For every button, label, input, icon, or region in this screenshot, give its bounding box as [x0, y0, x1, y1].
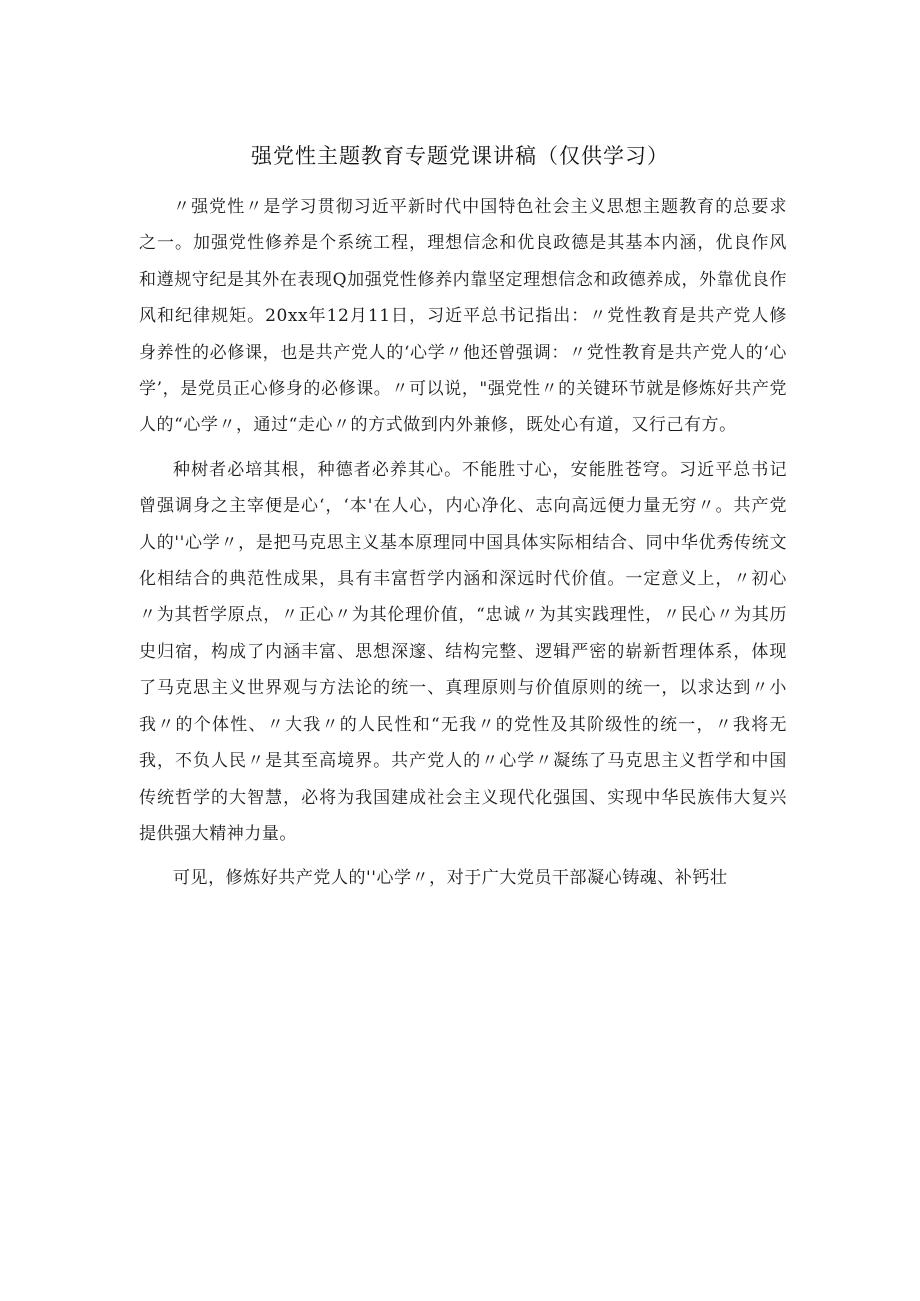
paragraph-1: 〃强党性〃是学习贯彻习近平新时代中国特色社会主义思想主题教育的总要求之一。加强党性修养是个系统工程，理想信念和优良政德是其基本内涵，优良作风和遵规守纪是其外在表现Q加强党性修养内靠坚定理想信念和政德养成，外靠优良作风和纪律规矩。20xx年12月11日，习近平总书记指出：〃党性教育是共产党人修身养性的必修课，也是共产党人的‘心学〃他还曾强调：〃党性教育是共产党人的‘心学’，是党员正心修身的必修课。〃可以说，"强党性〃的关键环节就是修炼好共产党人的“心学〃，通过“走心〃的方式做到内外兼修，既处心有道，又行己有方。	[139, 197, 787, 436]
paragraph-3: 可见，修炼好共产党人的''心学〃，对于广大党员干部凝心铸魂、补钙壮	[173, 868, 728, 889]
paragraph-2: 种树者必培其根，种德者必养其心。不能胜寸心，安能胜苍穹。习近平总书记曾强调身之主宰便是心‘，‘本'在人心，内心净化、志向高远便力量无穷〃。共产党人的''心学〃，是把马克思主义基本原理同中国具体实际相结合、同中华优秀传统文化相结合的典范性成果，具有丰富哲学内涵和深远时代价值。一定意义上，〃初心〃为其哲学原点，〃正心〃为其伦理价值，“忠诚〃为其实践理性，〃民心〃为其历史归宿，构成了内涵丰富、思想深邃、结构完整、逻辑严密的崭新哲理体系，体现了马克思主义世界观与方法论的统一、真理原则与价值原则的统一，以求达到〃小我〃的个体性、〃大我〃的人民性和“无我〃的党性及其阶级性的统一，〃我将无我，不负人民〃是其至高境界。共产党人的〃心学〃凝练了马克思主义哲学和中国传统哲学的大智慧，必将为我国建成社会主义现代化强国、实现中华民族伟大复兴提供强大精神力量。	[139, 459, 787, 844]
document-title: 强党性主题教育专题党课讲稿（仅供学习）	[251, 144, 669, 168]
document-body	[139, 189, 787, 897]
